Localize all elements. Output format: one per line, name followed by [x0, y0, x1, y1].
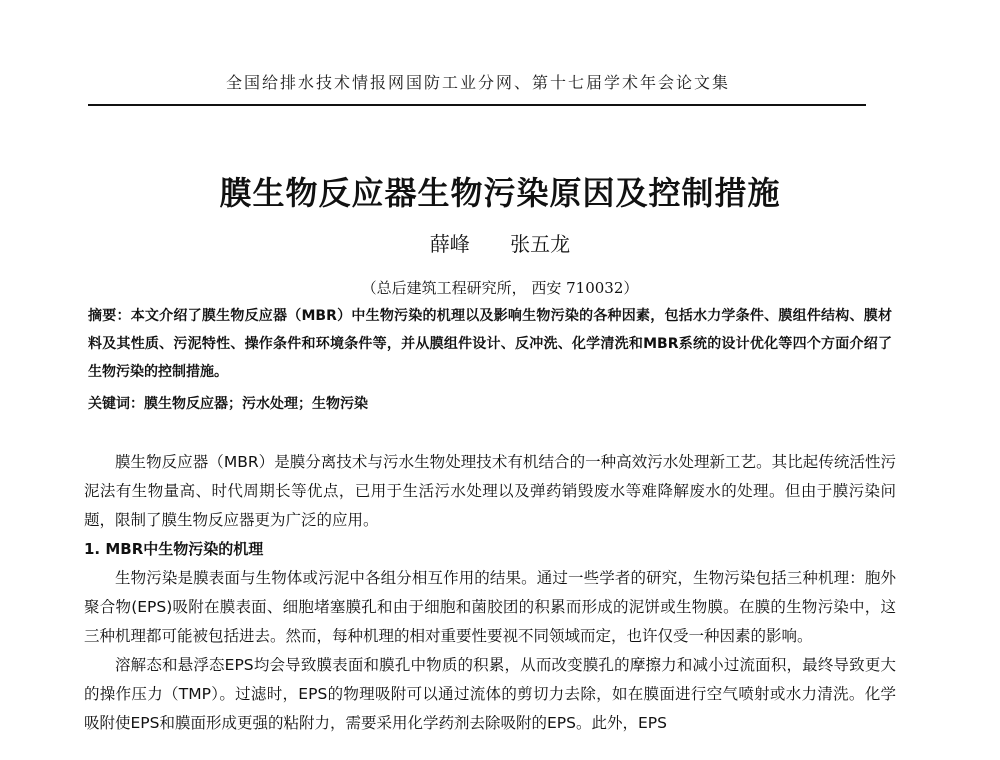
body-paragraph: 溶解态和悬浮态EPS均会导致膜表面和膜孔中物质的积累，从而改变膜孔的摩擦力和减小过流面积，最终导致更大的操作压力（TMP）。过滤时，EPS的物理吸附可以通过流体的剪切力去除，如在膜面进行空气喷射或水力清洗。化学吸附使EPS和膜面形成更强的粘附力，需要采用化学药剂去除吸附的EPS。此外，EPS — [84, 656, 896, 732]
affiliation: （总后建筑工程研究所， 西安 710032） — [361, 279, 639, 297]
paper-title: 膜生物反应器生物污染原因及控制措施 — [219, 174, 781, 212]
abstract — [88, 302, 892, 386]
running-header: 全国给排水技术情报网国防工业分网、第十七届学术年会论文集 — [225, 73, 730, 92]
section-heading: 1. MBR中生物污染的机理 — [84, 540, 264, 558]
header-rule — [88, 104, 866, 106]
author-name: 薛峰 — [429, 232, 470, 256]
authors — [0, 228, 1000, 257]
abstract-label: 摘要： — [88, 308, 131, 324]
body-text — [84, 448, 896, 738]
keywords — [88, 390, 892, 418]
author-name: 张五龙 — [510, 232, 571, 256]
keywords-label: 关键词： — [88, 396, 144, 412]
body-paragraph: 生物污染是膜表面与生物体或污泥中各组分相互作用的结果。通过一些学者的研究，生物污染包括三种机理：胞外聚合物(EPS)吸附在膜表面、细胞堵塞膜孔和由于细胞和菌胶团的积累而形成的泥饼或生物膜。在膜的生物污染中，这三种机理都可能被包括进去。然而，每种机理的相对重要性要视不同领域而定，也许仅受一种因素的影响。 — [84, 569, 896, 645]
intro-paragraph: 膜生物反应器（MBR）是膜分离技术与污水生物处理技术有机结合的一种高效污水处理新工艺。其比起传统活性污泥法有生物量高、时代周期长等优点，已用于生活污水处理以及弹药销毁废水等难降解废水的处理。但由于膜污染问题，限制了膜生物反应器更为广泛的应用。 — [84, 453, 896, 529]
keywords-text: 膜生物反应器；污水处理；生物污染 — [144, 396, 368, 412]
abstract-text: 本文介绍了膜生物反应器（MBR）中生物污染的机理以及影响生物污染的各种因素，包括水力学条件、膜组件结构、膜材料及其性质、污泥特性、操作条件和环境条件等，并从膜组件设计、反冲洗、化学清洗和MBR系统的设计优化等四个方面介绍了生物污染的控制措施。 — [88, 308, 892, 380]
